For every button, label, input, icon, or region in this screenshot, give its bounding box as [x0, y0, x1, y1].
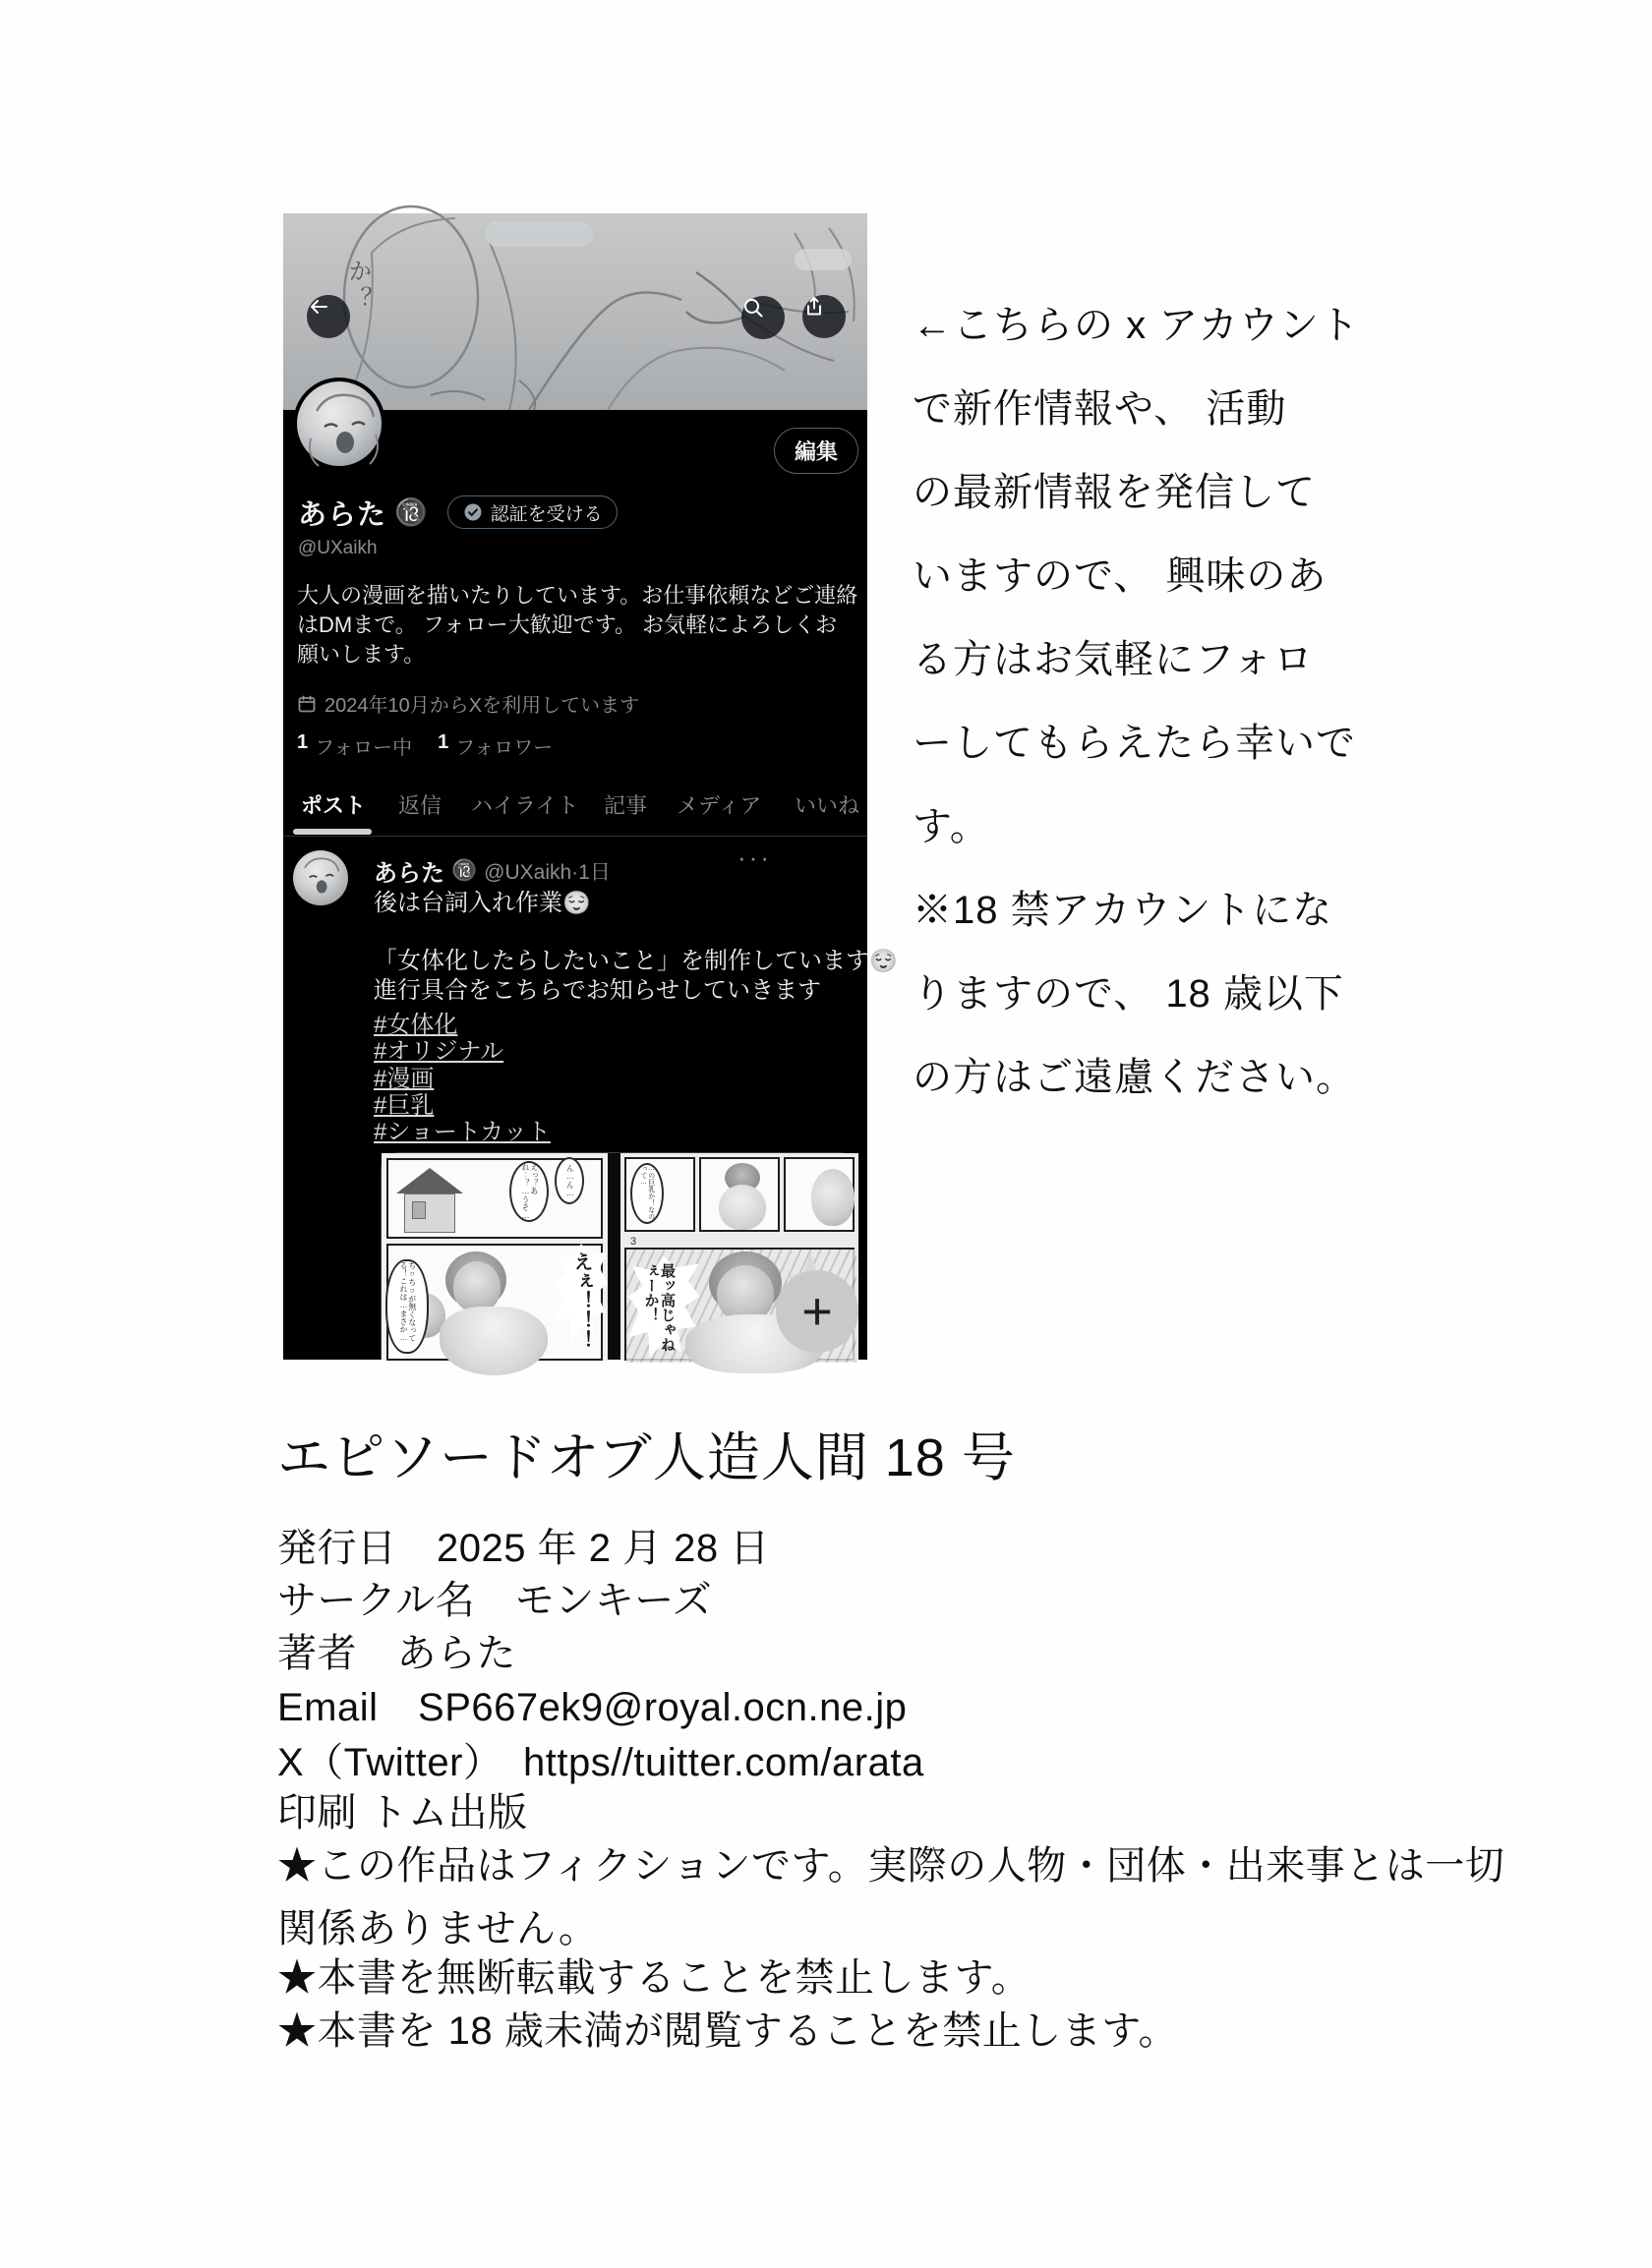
join-date-row — [297, 689, 639, 718]
colophon-publish-date: 発行日 2025 年 2 月 28 日 — [277, 1527, 770, 1570]
relieved-face-emoji: 😌 — [562, 890, 591, 915]
follow-stats — [297, 731, 553, 760]
x-profile-screenshot — [283, 213, 898, 1360]
note-line: ←こちらの x アカウント — [913, 304, 1360, 347]
manga-page-number: 3 — [630, 1236, 637, 1248]
bio-line: はDMまで。 フォロー大歓迎です。 お気軽によろしくお — [297, 612, 838, 637]
note-line: で新作情報や、 活動 — [913, 387, 1287, 431]
hashtag-link[interactable]: #巨乳 — [374, 1092, 435, 1119]
tabs-divider — [283, 836, 867, 837]
hashtag-link[interactable]: #漫画 — [374, 1066, 435, 1092]
share-icon — [802, 295, 826, 319]
manga-subpanel — [699, 1157, 780, 1232]
speech-bubble-text: えっ？あれ‥？…うそ… — [521, 1163, 539, 1220]
18-plus-emoji: 🔞 — [394, 497, 428, 527]
tweet-text-line — [374, 883, 591, 917]
speech-bubble — [385, 1259, 429, 1354]
tweet-text: 後は台詞入れ作業 — [374, 890, 562, 916]
tweet-author-name: あらた — [374, 860, 444, 887]
speech-bubble-text: …の巨乳か！なのって… — [640, 1165, 655, 1220]
get-verified-label: 認証を受ける — [490, 503, 603, 525]
tab-highlights[interactable]: ハイライト — [471, 793, 579, 818]
avatar-art — [297, 381, 389, 474]
calendar-icon — [297, 694, 317, 714]
tweet-more-button[interactable]: ··· — [738, 843, 772, 872]
tab-posts[interactable]: ポスト — [301, 793, 367, 818]
back-button[interactable] — [307, 295, 350, 338]
back-arrow-icon — [307, 295, 330, 319]
note-line: ※18 禁アカウントにな — [913, 889, 1333, 932]
tab-replies[interactable]: 返信 — [398, 793, 442, 818]
profile-handle: @UXaikh — [298, 538, 378, 558]
followers-link[interactable]: 1 フォロワー — [438, 731, 554, 759]
note-line: ーしてもらえたら幸いで — [913, 722, 1356, 765]
note-line: の方はご遠慮ください。 — [913, 1056, 1356, 1099]
active-tab-indicator — [293, 829, 372, 835]
note-line: す。 — [913, 805, 990, 848]
hashtag-link[interactable]: #女体化 — [374, 1012, 458, 1038]
search-icon — [741, 296, 765, 320]
relieved-face-emoji: 😌 — [869, 948, 898, 973]
colophon-disclaimer-4: ★本書を 18 歳未満が閲覧することを禁止します。 — [277, 2009, 1179, 2053]
speech-bubble — [555, 1157, 584, 1204]
tab-media[interactable]: メディア — [677, 793, 762, 818]
colophon-disclaimer-2: 関係ありません。 — [277, 1907, 599, 1950]
profile-bio — [297, 581, 857, 669]
18-plus-emoji: 🔞 — [451, 858, 478, 882]
colophon-twitter-url: X（Twitter） https//tuitter.com/arata — [277, 1741, 924, 1784]
tweet-text: 「女体化したらしたいこと」を制作しています — [374, 948, 869, 974]
profile-name-row — [298, 494, 618, 530]
colophon-disclaimer-3: ★本書を無断転載することを禁止します。 — [277, 1956, 1032, 2000]
note-line: りますので、 18 歳以下 — [913, 972, 1344, 1016]
tweet-avatar[interactable] — [293, 850, 348, 905]
hashtag-link[interactable]: #ショートカット — [374, 1119, 551, 1145]
speech-bubble-text: ん…ん… — [565, 1164, 575, 1197]
profile-name: あらた — [298, 498, 387, 531]
tab-likes[interactable]: いいね — [795, 793, 860, 818]
note-line: の最新情報を発信して — [913, 471, 1316, 514]
profile-banner[interactable] — [283, 213, 867, 410]
bio-line: 願いします。 — [297, 642, 426, 667]
bio-line: 大人の漫画を描いたりしています。お仕事依頼などご連絡 — [297, 583, 858, 608]
banner-handwriting: か？ — [344, 259, 371, 314]
manga-subpanel — [784, 1157, 855, 1232]
get-verified-button[interactable] — [447, 495, 618, 529]
doujin-title: エピソードオブ人造人間 18 号 — [277, 1428, 1016, 1487]
following-link[interactable]: 1 フォロー中 — [297, 731, 413, 759]
join-date-text: 2024年10月からXを利用しています — [324, 695, 640, 717]
edit-profile-button[interactable]: 編集 — [774, 428, 858, 474]
margin-note — [913, 284, 1444, 1120]
verified-badge-icon — [462, 501, 484, 523]
tweet-avatar-art — [293, 850, 348, 905]
search-button[interactable] — [741, 296, 785, 339]
manga-page-left — [382, 1153, 608, 1361]
colophon-author: 著者 あらた — [277, 1632, 516, 1675]
profile-avatar[interactable] — [293, 378, 385, 470]
hashtag-link[interactable]: #オリジナル — [374, 1038, 504, 1065]
compose-fab[interactable]: + — [776, 1270, 858, 1353]
colophon-disclaimer-1: ★この作品はフィクションです。実際の人物・団体・出来事とは一切 — [277, 1844, 1505, 1888]
manga-subpanel — [624, 1157, 695, 1232]
speech-bubble-text: ち○ち○が無くなってる！これは…まさか… — [399, 1261, 417, 1342]
colophon-printer: 印刷 トム出版 — [277, 1791, 528, 1834]
sfx-text: 最ッ高じゃねぇーか！ — [642, 1263, 676, 1352]
colophon-circle-name: サークル名 モンキーズ — [277, 1579, 713, 1622]
note-line: いますので、 興味のあ — [913, 554, 1328, 598]
share-button[interactable] — [802, 295, 846, 338]
colophon-email: Email SP667ek9@royal.ocn.ne.jp — [277, 1686, 908, 1729]
sfx-text: えぇ！！！ — [570, 1251, 592, 1350]
tweet-text-line: 進行具合をこちらでお知らせしていきます — [374, 977, 822, 1004]
speech-bubble — [509, 1161, 549, 1222]
tweet-handle-time: @UXaikh·1日 — [484, 860, 611, 884]
note-line: る方はお気軽にフォロ — [913, 638, 1314, 681]
tab-articles[interactable]: 記事 — [604, 793, 648, 818]
